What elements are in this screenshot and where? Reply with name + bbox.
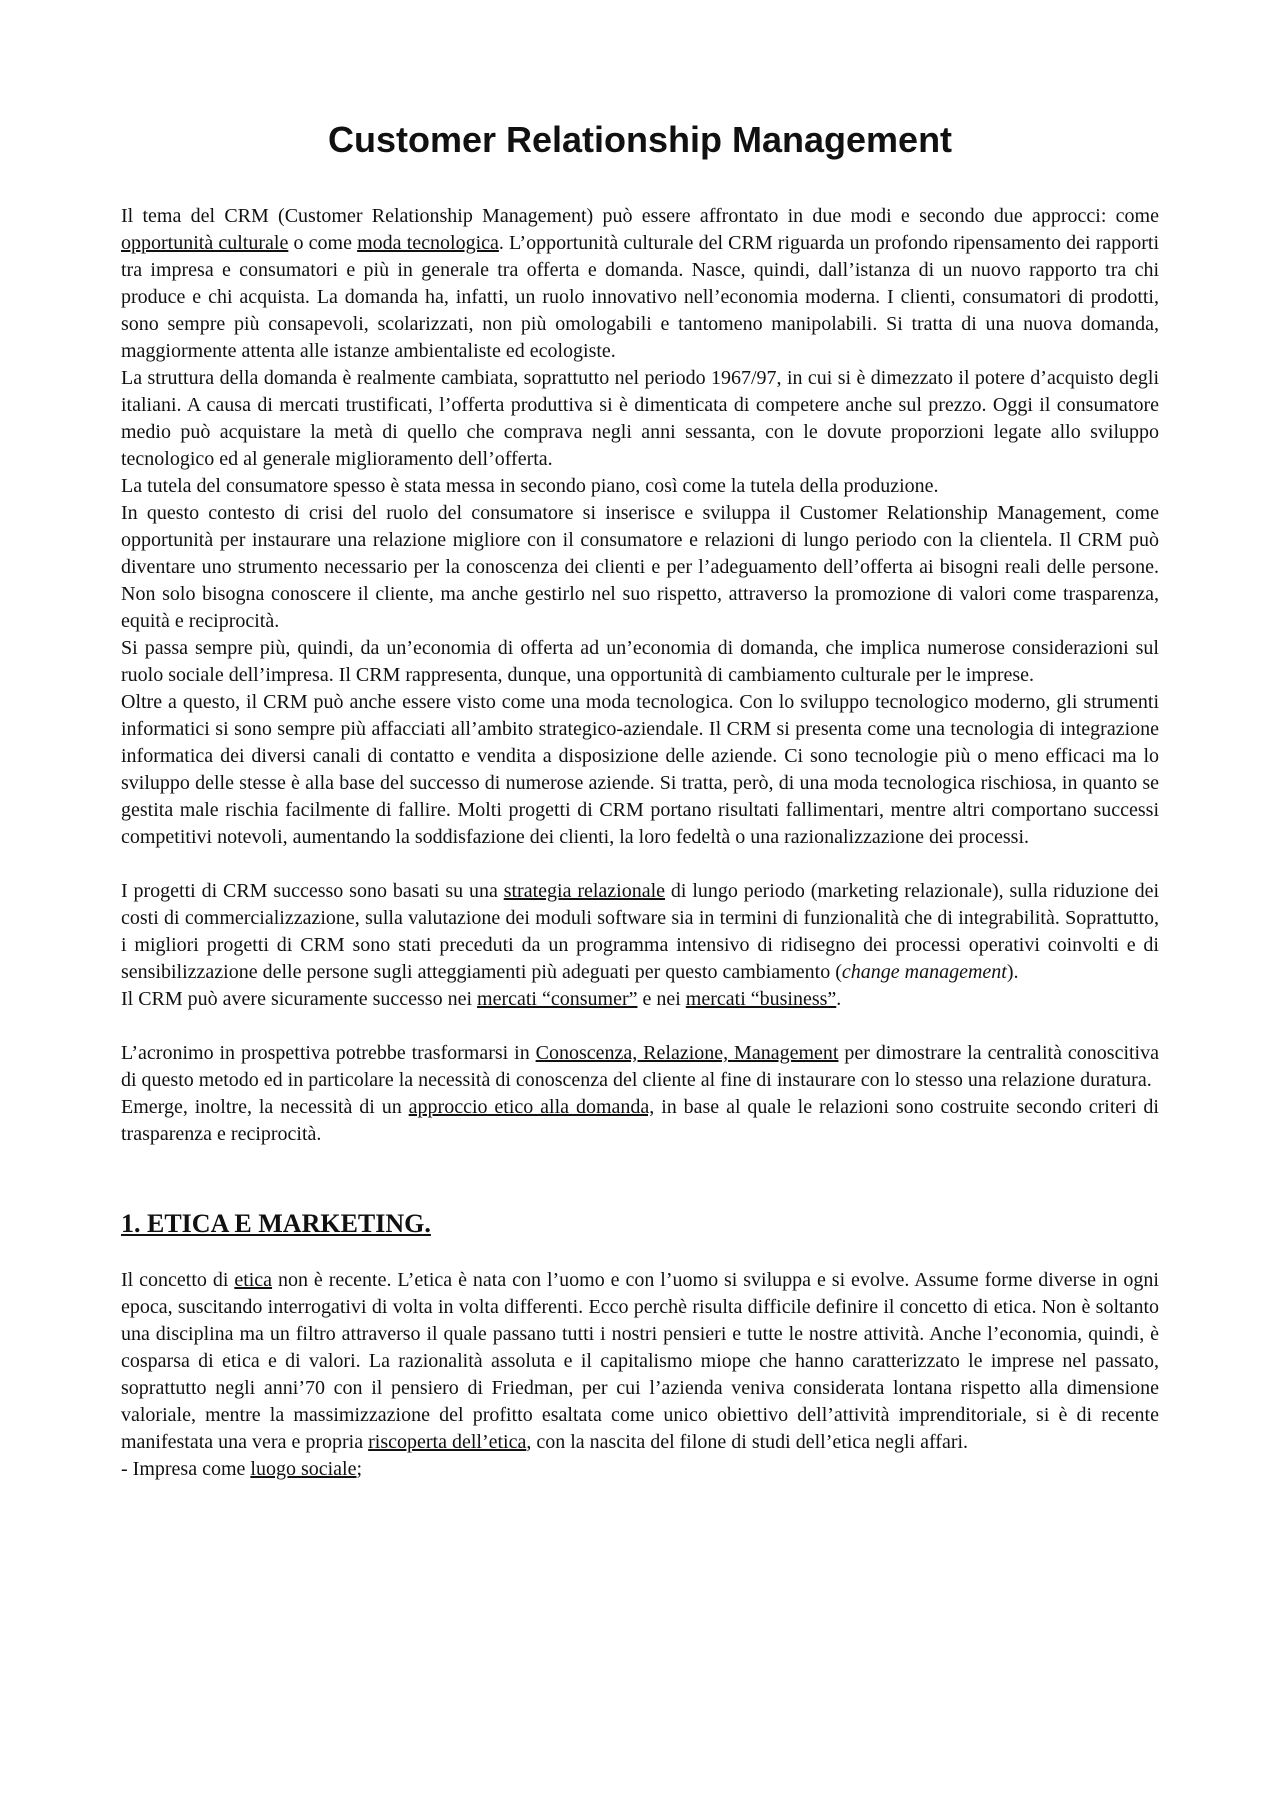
underlined-term: mercati “consumer” [477, 988, 638, 1011]
underlined-term: strategia relazionale [503, 880, 666, 903]
underlined-term: etica [234, 1269, 273, 1292]
paragraph-demand-structure: La struttura della domanda è realmente cambiata, soprattutto nel periodo 1967/97, in cui si è dimezzato il potere d’acquisto degli italiani. A causa di mercati trustificati, l’offerta produttiva si è dimenticata di competere anche sul prezzo. Oggi il consumatore medio può acquistare la metà di quello che comprava negli anni sessanta, con le dovute proporzioni legate allo sviluppo tecnologico ed al generale miglioramento dell’offerta. [121, 367, 1159, 471]
text: Il CRM può avere sicuramente successo nei [121, 988, 478, 1011]
paragraph-intro [121, 203, 1159, 365]
underlined-term: mercati “business” [685, 988, 837, 1011]
spacer [121, 851, 1159, 878]
document-title: Customer Relationship Management [327, 119, 953, 160]
text: in base al quale le relazioni sono costruite secondo criteri di trasparenza e reciprocità. [121, 1096, 1159, 1146]
paragraph-markets [121, 986, 1159, 1013]
underlined-term: opportunità culturale [121, 232, 289, 255]
text: L’acronimo in prospettiva potrebbe trasformarsi in [121, 1042, 536, 1065]
text: . [836, 988, 842, 1011]
spacer [121, 1013, 1159, 1040]
spacer [121, 1148, 1159, 1202]
text: Emerge, inoltre, la necessità di un [121, 1096, 409, 1119]
paragraph-crm-projects [121, 878, 1159, 986]
text: ). [1006, 961, 1019, 984]
underlined-term: riscoperta dell’etica [368, 1431, 527, 1454]
text: - Impresa come [121, 1458, 251, 1481]
text: non è recente. L’etica è nata con l’uomo e con l’uomo si sviluppa e si evolve. Assume forme diverse in ogni epoca, suscitando interrogativi di volta in volta differenti. Ecco perchè risulta difficile definire il concetto di etica. Non è soltanto una disciplina ma un filtro attraverso il quale passano tutti i nostri pensieri e tutte le nostre attività. Anche l’economia, quindi, è cosparsa di etica e di valori. La razionalità assoluta e il capitalismo miope che hanno caratterizzato le imprese nel passato, soprattutto negli anni’70 con il pensiero di Friedman, per cui l’azienda veniva considerata lontana rispetto alla dimensione valoriale, mentre la massimizzazione del profitto esaltata come unico obiettivo dell’attività imprenditoriale, si è di recente manifestata una vera e propria [121, 1269, 1159, 1454]
list-item-impresa [121, 1456, 1159, 1483]
text: o come [288, 232, 358, 255]
text: ; [356, 1458, 363, 1481]
underlined-term: approccio etico alla domanda, [408, 1096, 655, 1119]
paragraph-ethical-approach [121, 1094, 1159, 1148]
underlined-term: Conoscenza, Relazione, Management [535, 1042, 839, 1065]
paragraph-acronym [121, 1040, 1159, 1094]
paragraph-ethics-concept [121, 1267, 1159, 1456]
text: . L’opportunità culturale del CRM riguarda un profondo ripensamento dei rapporti tra impresa e consumatori e più in generale tra offerta e domanda. Nasce, quindi, dall’istanza di un nuovo rapporto tra chi produce e chi acquista. La domanda ha, infatti, un ruolo innovativo nell’economia moderna. I clienti, consumatori di prodotti, sono sempre più consapevoli, scolarizzati, non più omologabili e tantomeno manipolabili. Si tratta di una nuova domanda, maggiormente attenta alle istanze ambientaliste ed ecologiste. [121, 232, 1159, 363]
text: , con la nascita del filone di studi dell’etica negli affari. [526, 1431, 969, 1454]
paragraph-crm-context: In questo contesto di crisi del ruolo del consumatore si inserisce e sviluppa il Customer Relationship Management, come opportunità per instaurare una relazione migliore con il consumatore e relazioni di lungo periodo con la clientela. Il CRM può diventare uno strumento necessario per la conoscenza dei clienti e per l’adeguamento dell’offerta ai bisogni reali delle persone. Non solo bisogna conoscere il cliente, ma anche gestirlo nel suo rispetto, attraverso la promozione di valori come trasparenza, equità e reciprocità. [121, 502, 1159, 633]
text: di lungo periodo (marketing relazionale), sulla riduzione dei costi di commercializzazione, sulla valutazione dei moduli software sia in termini di funzionalità che di integrabilità. Soprattutto, i migliori progetti di CRM sono stati preceduti da un programma intensivo di ridisegno dei processi operativi coinvolti e di sensibilizzazione delle persone sugli atteggiamenti più adeguati per questo cambiamento ( [121, 880, 1159, 984]
paragraph-economy-shift: Si passa sempre più, quindi, da un’economia di offerta ad un’economia di domanda, che implica numerose considerazioni sul ruolo sociale dell’impresa. Il CRM rappresenta, dunque, una opportunità di cambiamento culturale per le imprese. [121, 637, 1159, 687]
paragraph-consumer-protection: La tutela del consumatore spesso è stata messa in secondo piano, così come la tutela della produzione. [121, 475, 939, 498]
text: I progetti di CRM successo sono basati su una [121, 880, 504, 903]
text: e nei [637, 988, 686, 1011]
text: Il tema del CRM (Customer Relationship Management) può essere affrontato in due modi e secondo due approcci: come [121, 205, 1159, 228]
text: per dimostrare la centralità conoscitiva di questo metodo ed in particolare la necessità di conoscenza del cliente al fine di instaurare con lo stesso una relazione duratura. [121, 1042, 1159, 1092]
underlined-term: moda tecnologica [357, 232, 499, 255]
paragraph-technology: Oltre a questo, il CRM può anche essere visto come una moda tecnologica. Con lo sviluppo tecnologico moderno, gli strumenti informatici si sono sempre più affacciati all’ambito strategico-aziendale. Il CRM si presenta come una tecnologia di integrazione informatica dei diversi canali di contatto e vendita a disposizione delle aziende. Ci sono tecnologie più o meno efficaci ma lo sviluppo delle stesse è alla base del successo di numerose aziende. Si tratta, però, di una moda tecnologica rischiosa, in quanto se gestita male rischia facilmente di fallire. Molti progetti di CRM portano risultati fallimentari, mentre altri comportano successi competitivi notevoli, aumentando la soddisfazione dei clienti, la loro fedeltà o una razionalizzazione dei processi. [121, 691, 1159, 849]
italic-term: change management [841, 961, 1007, 984]
text: Il concetto di [121, 1269, 235, 1292]
section-heading-etica-marketing: 1. ETICA E MARKETING. [121, 1209, 431, 1239]
underlined-term: luogo sociale [250, 1458, 357, 1481]
